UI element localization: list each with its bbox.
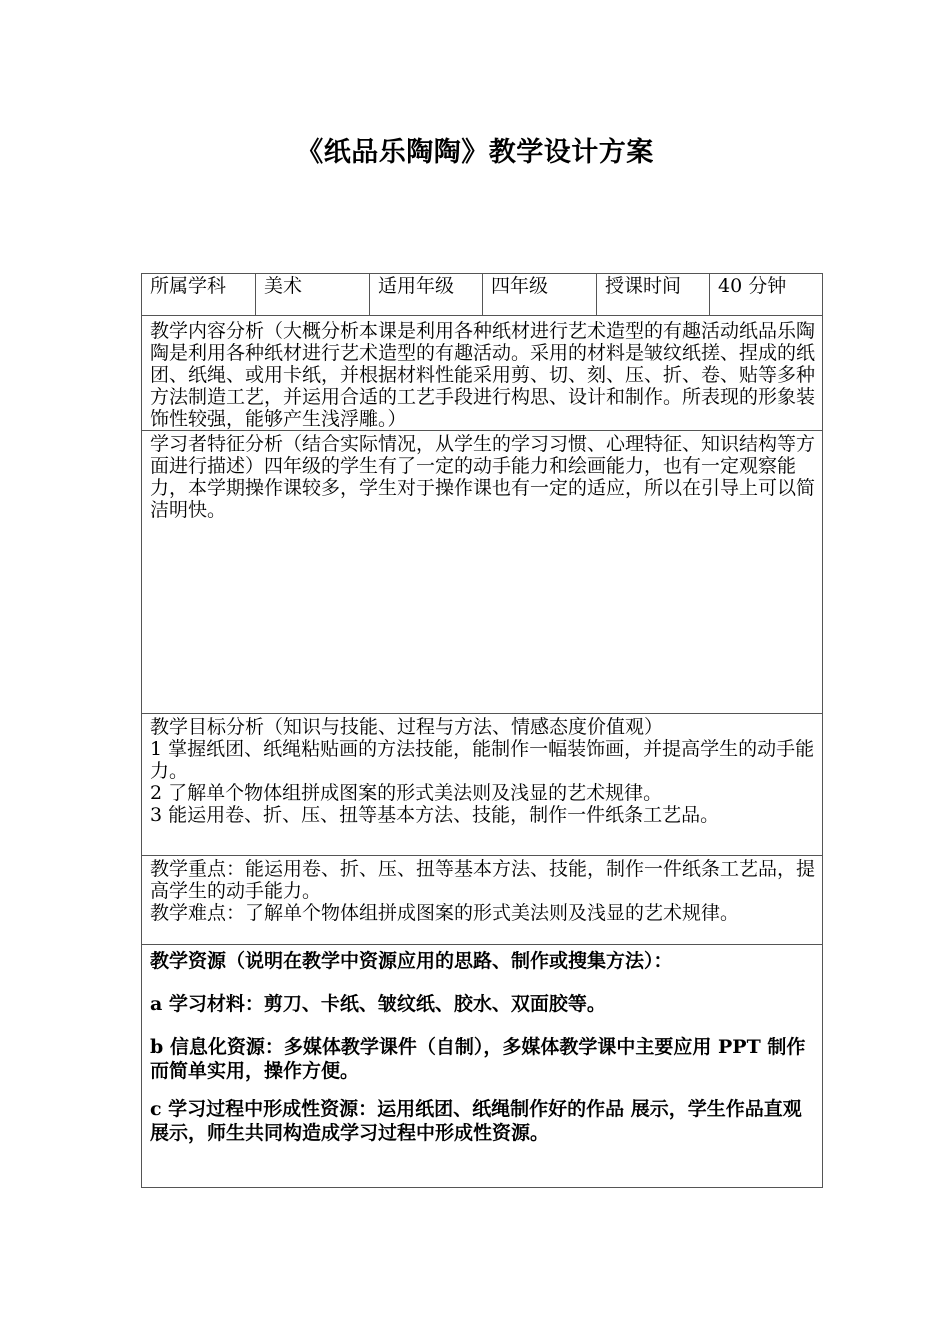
resources-cell	[142, 945, 823, 1188]
grade-label: 适用年级	[370, 274, 483, 316]
subject-value: 美术	[256, 274, 370, 316]
time-value: 40 分钟	[710, 274, 823, 316]
goals-cell	[142, 714, 823, 856]
resources-heading: 教学资源（说明在教学中资源应用的思路、制作或搜集方法）：	[150, 950, 673, 972]
lesson-plan-table	[141, 273, 823, 1188]
time-label: 授课时间	[597, 274, 710, 316]
key-points-cell	[142, 856, 823, 945]
subject-label: 所属学科	[142, 274, 256, 316]
content-analysis-text: 教学内容分析（大概分析本课是利用各种纸材进行艺术造型的有趣活动纸品乐陶陶是利用各种纸材进行艺术造型的有趣活动。采用的材料是皱纹纸搓、捏成的纸团、纸绳、或用卡纸，并根据材料性能采用剪、切、刻、压、折、卷、贴等多种方法制造工艺，并运用合适的工艺手段进行构思、设计和制作。所表现的形象装饰性较强，能够产生浅浮雕。）	[142, 316, 823, 431]
goal-item: 1 掌握纸团、纸绳粘贴画的方法技能，能制作一幅装饰画，并提高学生的动手能力。	[150, 738, 815, 782]
resource-b: b 信息化资源：多媒体教学课件（自制），多媒体教学课中主要应用 PPT 制作而简单实用，操作方便。	[150, 1036, 806, 1082]
key-points-row	[142, 856, 823, 945]
goal-item: 3 能运用卷、折、压、扭等基本方法、技能，制作一件纸条工艺品。	[150, 804, 720, 826]
goals-heading: 教学目标分析（知识与技能、过程与方法、情感态度价值观）	[150, 716, 664, 738]
goal-item: 2 了解单个物体组拼成图案的形式美法则及浅显的艺术规律。	[150, 782, 663, 804]
teaching-focus: 教学重点：能运用卷、折、压、扭等基本方法、技能，制作一件纸条工艺品，提高学生的动手能力。	[150, 858, 816, 902]
page-title: 《纸品乐陶陶》教学设计方案	[296, 137, 654, 168]
learner-analysis-text: 学习者特征分析（结合实际情况，从学生的学习习惯、心理特征、知识结构等方面进行描述）四年级的学生有了一定的动手能力和绘画能力，也有一定观察能力，本学期操作课较多，学生对于操作课也有一定的适应，所以在引导上可以简洁明快。	[142, 431, 823, 714]
content-analysis-row	[142, 316, 823, 431]
info-row	[142, 274, 823, 316]
goals-row	[142, 714, 823, 856]
teaching-difficulty: 教学难点：了解单个物体组拼成图案的形式美法则及浅显的艺术规律。	[150, 902, 740, 924]
learner-analysis-row	[142, 431, 823, 714]
grade-value: 四年级	[483, 274, 597, 316]
resources-row	[142, 945, 823, 1188]
resource-c: c 学习过程中形成性资源：运用纸团、纸绳制作好的作品 展示，学生作品直观展示，师生共同构造成学习过程中形成性资源。	[150, 1098, 802, 1144]
resource-a: a 学习材料：剪刀、卡纸、皱纹纸、胶水、双面胶等。	[150, 993, 606, 1015]
